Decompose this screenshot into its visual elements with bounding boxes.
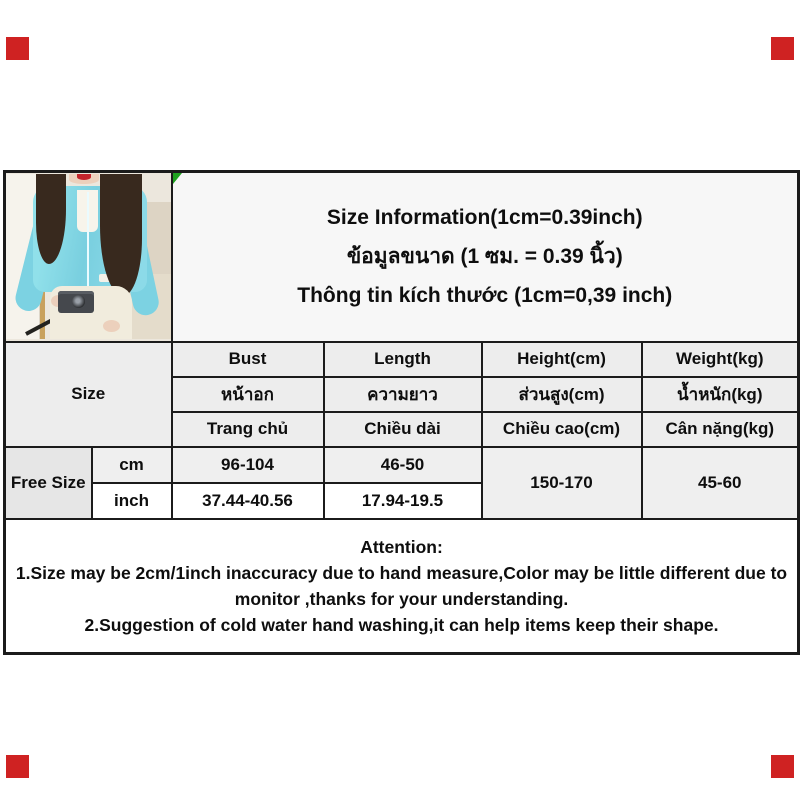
title-vietnamese: Thông tin kích thước (1cm=0,39 inch) — [297, 284, 673, 308]
bust-cm-value: 96-104 — [172, 447, 324, 483]
length-inch-value: 17.94-19.5 — [324, 483, 482, 519]
header-weight-en: Weight(kg) — [642, 342, 799, 377]
attention-heading: Attention: — [360, 536, 443, 557]
header-length-th: ความยาว — [324, 377, 482, 412]
unit-inch-label: inch — [92, 483, 172, 519]
header-length-en: Length — [324, 342, 482, 377]
header-height-th: ส่วนสูง(cm) — [482, 377, 642, 412]
green-corner-flag-icon — [173, 173, 182, 184]
attention-note-2: 2.Suggestion of cold water hand washing,it can help items keep their shape. — [84, 614, 719, 635]
attention-notes — [5, 519, 799, 654]
red-corner-marker-top-left — [6, 37, 29, 60]
product-photo — [6, 174, 171, 339]
header-bust-en: Bust — [172, 342, 324, 377]
height-value: 150-170 — [482, 447, 642, 519]
photo-zipper — [87, 192, 89, 288]
header-weight-vi: Cân nặng(kg) — [642, 412, 799, 447]
header-height-en: Height(cm) — [482, 342, 642, 377]
product-photo-cell — [5, 172, 172, 342]
attention-note-1-line-2: monitor ,thanks for your understanding. — [234, 588, 569, 609]
header-length-vi: Chiều dài — [324, 412, 482, 447]
unit-cm-label: cm — [92, 447, 172, 483]
header-height-vi: Chiều cao(cm) — [482, 412, 642, 447]
red-corner-marker-bottom-left — [6, 755, 29, 778]
red-corner-marker-bottom-right — [771, 755, 794, 778]
title-block — [173, 173, 798, 341]
header-bust-vi: Trang chủ — [172, 412, 324, 447]
size-corner-label: Size — [5, 342, 172, 447]
length-cm-value: 46-50 — [324, 447, 482, 483]
red-corner-marker-top-right — [771, 37, 794, 60]
attention-note-1-line-1: 1.Size may be 2cm/1inch inaccuracy due to hand measure,Color may be little different due to — [15, 562, 788, 583]
header-weight-th: น้ำหนัก(kg) — [642, 377, 799, 412]
title-cell — [172, 172, 799, 342]
header-bust-th: หน้าอก — [172, 377, 324, 412]
row-label-free-size: Free Size — [5, 447, 92, 519]
bust-inch-value: 37.44-40.56 — [172, 483, 324, 519]
title-thai: ข้อมูลขนาด (1 ซม. = 0.39 นิ้ว) — [346, 245, 623, 269]
size-information-table — [3, 170, 800, 655]
weight-value: 45-60 — [642, 447, 799, 519]
title-english: Size Information(1cm=0.39inch) — [326, 206, 643, 230]
